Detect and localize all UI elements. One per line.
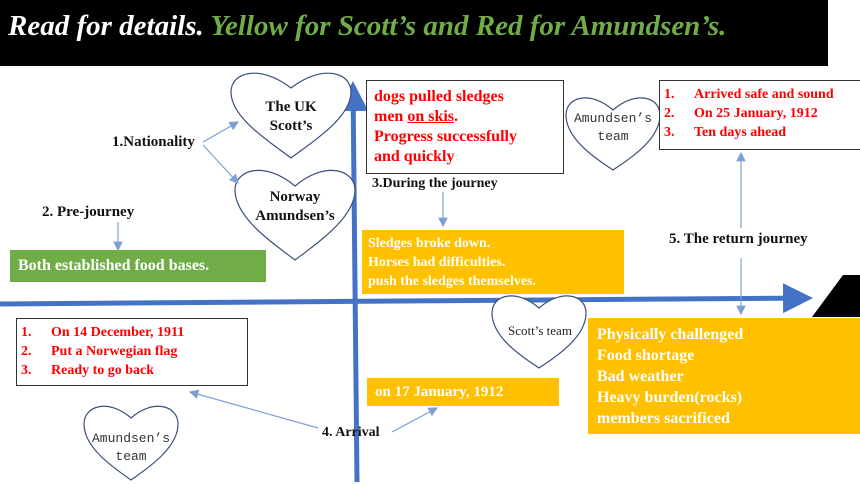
title-part-1: Read for details. xyxy=(8,10,204,42)
arrival-scott-text: on 17 January, 1912 xyxy=(375,384,504,400)
during-amundsen-line-4: and quickly xyxy=(374,148,455,165)
arrow-nationality-norway xyxy=(203,145,238,183)
during-scott-box xyxy=(362,230,624,294)
amundsen-team-bottom-text xyxy=(82,430,180,466)
arrival-amundsen-item-3: 3. Ready to go back xyxy=(21,363,155,378)
scott-team-text: Scott’s team xyxy=(508,323,572,338)
amundsen-team-top-text xyxy=(564,110,662,146)
arrow-arrival-right xyxy=(392,408,437,432)
norway-explorer: Amundsen’s xyxy=(255,208,335,224)
during-amundsen-line-2 xyxy=(374,107,563,127)
norway-heart-text xyxy=(245,188,345,226)
during-amundsen-line-2a: men xyxy=(374,108,408,125)
uk-country: The UK xyxy=(265,99,317,115)
pre-journey-box xyxy=(10,250,266,282)
return-scott-line-3: Bad weather xyxy=(597,368,684,385)
return-scott-line-5: members sacrificed xyxy=(597,410,730,427)
arrival-amundsen-item-1: 1. On 14 December, 1911 xyxy=(21,325,185,340)
horizontal-axis xyxy=(0,298,808,304)
arrival-label: 4. Arrival xyxy=(322,425,380,440)
return-amundsen-item-3: 3. Ten days ahead xyxy=(664,125,787,140)
arrival-amundsen-box xyxy=(16,318,248,386)
return-scott-line-2: Food shortage xyxy=(597,347,695,364)
during-amundsen-box xyxy=(366,80,564,174)
during-scott-line-1: Sledges broke down. xyxy=(368,236,491,251)
amundsen-team-top-line-1: Amundsen’s xyxy=(573,111,652,126)
title-part-2: Yellow for Scott’s and Red for Amundsen’s. xyxy=(210,10,727,42)
during-journey-label: 3.During the journey xyxy=(372,176,498,191)
return-amundsen-item-1: 1. Arrived safe and sound xyxy=(664,87,834,102)
during-amundsen-text xyxy=(367,81,563,167)
return-amundsen-list xyxy=(660,81,860,142)
amundsen-team-bottom-line-1: Amundsen’s xyxy=(91,431,170,446)
arrow-arrival-left xyxy=(190,392,318,428)
return-amundsen-item-2: 2. On 25 January, 1912 xyxy=(664,106,818,121)
during-amundsen-line-1: dogs pulled sledges xyxy=(374,88,504,105)
during-amundsen-line-2c: . xyxy=(454,108,459,125)
uk-heart-text xyxy=(246,98,336,136)
return-scott-text xyxy=(588,318,860,429)
return-amundsen-box xyxy=(659,80,860,150)
amundsen-team-top-line-2: team xyxy=(597,129,629,144)
arrival-amundsen-list xyxy=(17,319,247,380)
return-scott-box xyxy=(588,318,860,434)
nationality-label: 1.Nationality xyxy=(112,134,195,150)
norway-country: Norway xyxy=(269,189,321,205)
during-scott-line-3: push the sledges themselves. xyxy=(368,274,537,289)
during-amundsen-line-3: Progress successfully xyxy=(374,128,517,145)
return-journey-label: 5. The return journey xyxy=(669,231,808,247)
return-scott-line-1: Physically challenged xyxy=(597,326,744,343)
during-scott-line-2: Horses had difficulties. xyxy=(368,255,506,270)
arrival-amundsen-item-2: 2. Put a Norwegian flag xyxy=(21,344,178,359)
arrow-nationality-uk xyxy=(203,122,238,142)
during-amundsen-line-2b: on skis xyxy=(407,108,455,125)
amundsen-team-bottom-line-2: team xyxy=(115,449,147,464)
pre-journey-text: Both established food bases. xyxy=(18,257,210,274)
uk-explorer: Scott’s xyxy=(269,118,313,134)
return-scott-line-4: Heavy burden(rocks) xyxy=(597,389,743,406)
vertical-axis xyxy=(353,86,357,482)
during-scott-text xyxy=(362,230,624,291)
triangle-shape xyxy=(812,275,860,317)
arrival-scott-box xyxy=(367,378,559,406)
pre-journey-label: 2. Pre-journey xyxy=(42,204,135,220)
